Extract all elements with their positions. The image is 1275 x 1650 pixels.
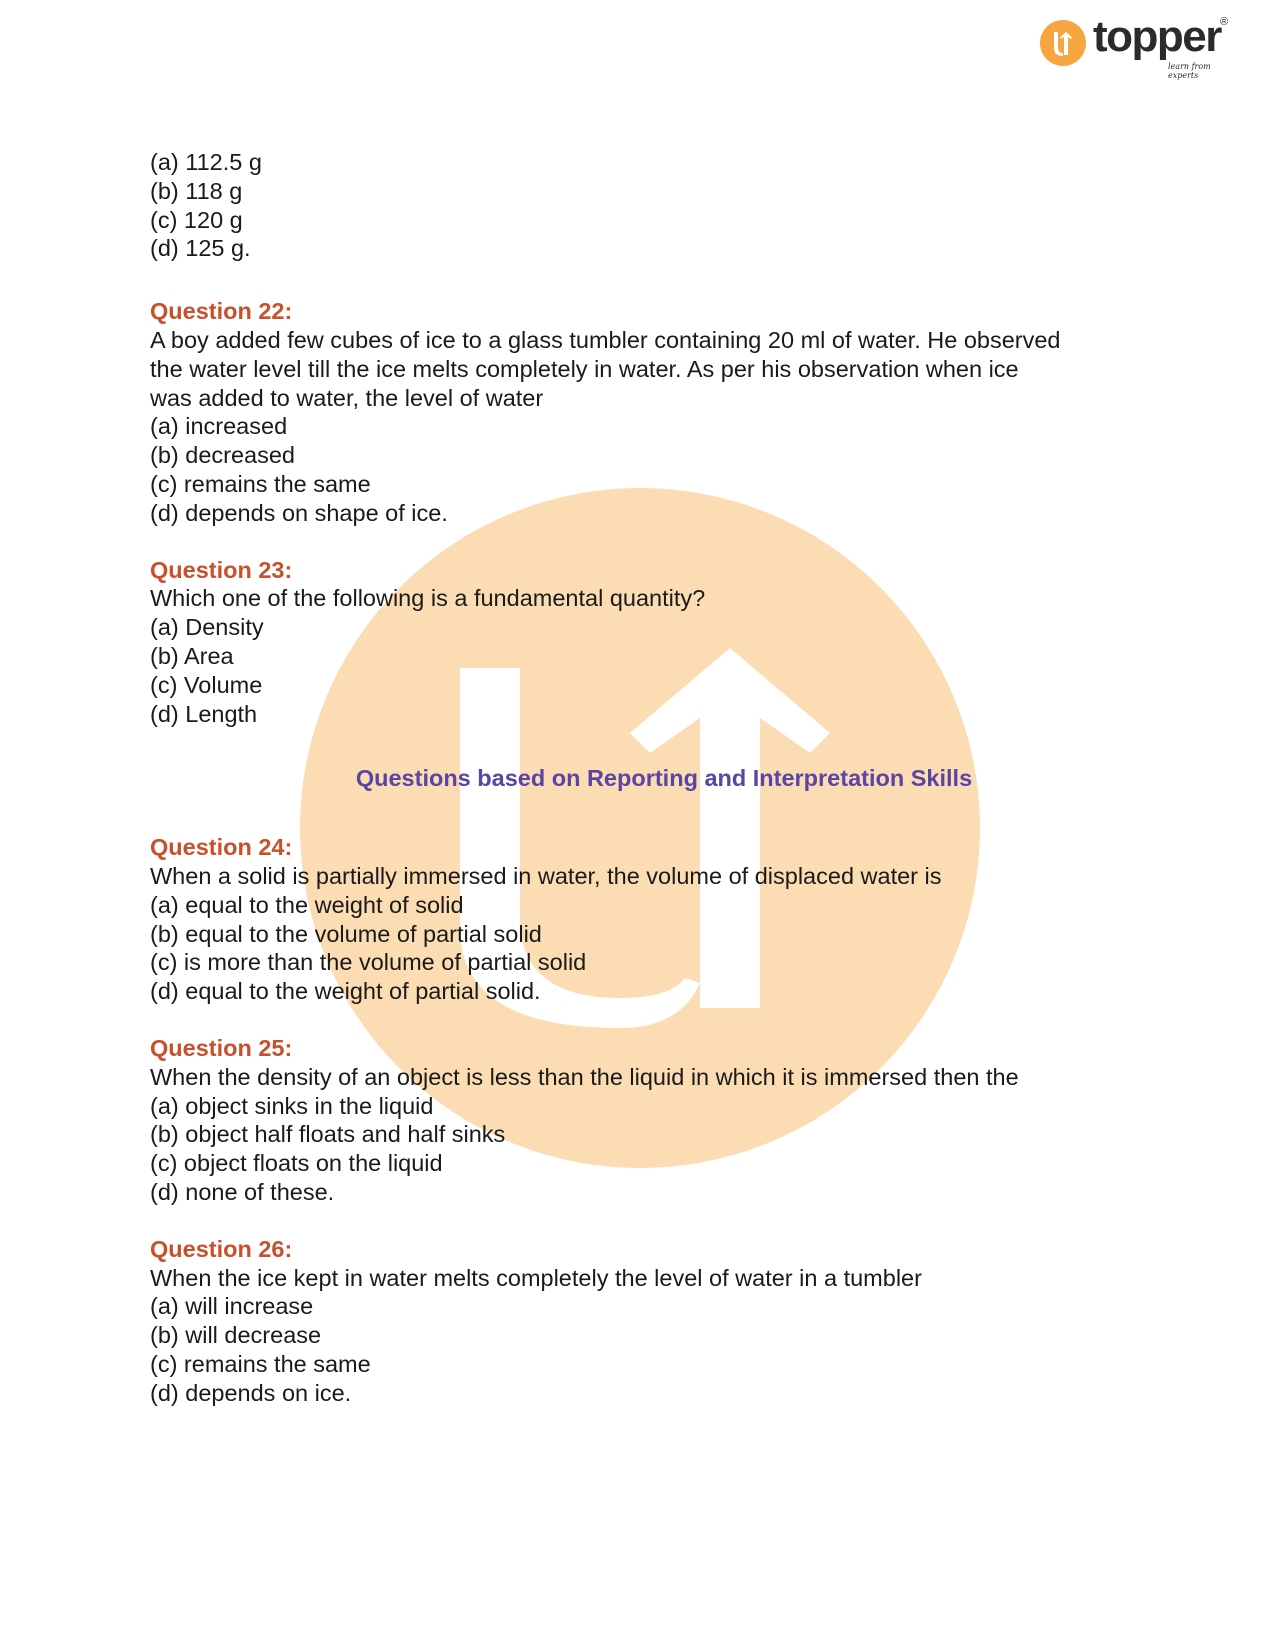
document-body [150,148,1150,1435]
question-text: When the ice kept in water melts completely the level of water in a tumbler [150,1264,922,1291]
option-line: (c) remains the same [150,470,371,497]
option-line: (d) equal to the weight of partial solid. [150,978,541,1005]
question-text: When a solid is partially immersed in water, the volume of displaced water is [150,862,942,889]
topper-logo [1040,12,1240,80]
registered-mark: ® [1220,16,1229,28]
option-line: (b) will decrease [150,1322,322,1349]
question-26 [150,1235,1150,1408]
option-line: (a) equal to the weight of solid [150,891,464,918]
option-line: (c) object floats on the liquid [150,1150,443,1177]
previous-question-options [150,148,1150,263]
question-heading: Question 26: [150,1235,293,1262]
section-title: Questions based on Reporting and Interpretation Skills [355,765,973,792]
option-line: (a) 112.5 g [150,149,262,175]
question-text: was added to water, the level of water [150,384,544,411]
question-heading: Question 24: [150,834,293,861]
option-line: (c) 120 g [150,206,243,233]
option-line: (a) increased [150,413,288,440]
question-text: A boy added few cubes of ice to a glass tumbler containing 20 ml of water. He observed [150,326,1061,353]
option-line: (d) Length [150,700,258,727]
option-line: (b) equal to the volume of partial solid [150,920,542,947]
option-line: (c) is more than the volume of partial solid [150,949,587,976]
question-text: When the density of an object is less than the liquid in which it is immersed then the [150,1063,1019,1090]
option-line: (d) none of these. [150,1178,335,1205]
question-text: Which one of the following is a fundamental quantity? [150,585,706,612]
question-24 [150,833,1150,1006]
option-line: (c) Volume [150,671,263,698]
question-text: the water level till the ice melts completely in water. As per his observation when ice [150,355,1019,382]
option-line: (b) decreased [150,442,295,469]
option-line: (c) remains the same [150,1350,371,1377]
question-heading: Question 25: [150,1034,293,1061]
topper-tagline: learn from experts [1168,62,1211,80]
question-25 [150,1034,1150,1207]
question-heading: Question 22: [150,298,293,325]
topper-logo-text: topper [1093,12,1221,61]
question-22 [150,297,1150,527]
option-line: (b) object half floats and half sinks [150,1121,506,1148]
option-line: (b) 118 g [150,177,243,204]
option-line: (a) object sinks in the liquid [150,1092,434,1119]
option-line: (d) depends on ice. [150,1379,352,1406]
option-line: (a) Density [150,614,264,641]
question-23 [150,556,1150,729]
topper-logo-icon [1040,20,1086,66]
option-line: (d) depends on shape of ice. [150,499,448,526]
option-line: (d) 125 g. [150,235,251,262]
question-heading: Question 23: [150,556,293,583]
option-line: (a) will increase [150,1293,314,1320]
option-line: (b) Area [150,642,234,669]
